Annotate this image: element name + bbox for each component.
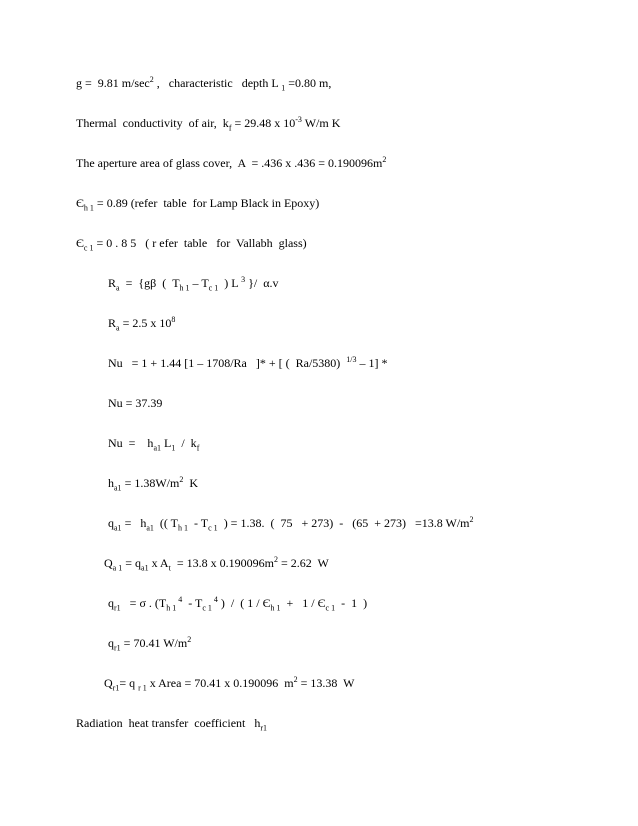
- subscript-text: a 1: [112, 563, 123, 573]
- radiation-coefficient-heading: [76, 716, 268, 733]
- subscript-text: a1: [141, 563, 149, 573]
- text-run: / k: [175, 436, 197, 450]
- subscript-text: 1: [281, 83, 286, 93]
- text-run: g = 9.81 m/sec: [76, 76, 150, 90]
- text-run: x A: [148, 556, 169, 570]
- subscript-text: c 1: [83, 243, 94, 253]
- text-run: - T: [188, 516, 209, 530]
- superscript-text: 2: [179, 475, 184, 484]
- subscript-text: r1: [260, 723, 268, 733]
- text-run: - T: [182, 596, 203, 610]
- text-run: = 2.5 x 10: [119, 316, 172, 330]
- text-run: Q: [104, 556, 113, 570]
- text-run: L: [161, 436, 172, 450]
- subscript-text: h 1: [270, 603, 281, 613]
- subscript-text: c 1: [202, 603, 212, 613]
- text-run: R: [108, 316, 117, 330]
- subscript-text: r1: [114, 603, 121, 613]
- text-run: = q: [119, 676, 139, 690]
- subscript-text: t: [168, 563, 171, 573]
- text-run: q: [108, 636, 114, 650]
- text-run: = 0.89 (refer table for Lamp Black in Epoxy): [93, 196, 320, 210]
- subscript-text: a1: [146, 523, 154, 533]
- convective-coefficient-line: [108, 475, 198, 493]
- superscript-text: 2: [293, 675, 298, 684]
- text-run: = 1.38W/m: [121, 476, 180, 490]
- text-run: W/m K: [301, 116, 341, 130]
- subscript-text: h 1: [178, 523, 189, 533]
- text-run: Nu = h: [108, 436, 154, 450]
- text-run: – 1] *: [356, 356, 388, 370]
- text-run: =0.80 m,: [285, 76, 332, 90]
- text-run: Radiation heat transfer coefficient h: [76, 716, 261, 730]
- subscript-text: a1: [114, 483, 122, 493]
- subscript-text: a: [116, 283, 120, 293]
- text-run: The aperture area of glass cover, A = .436 x .436 = 0.190096m: [76, 156, 383, 170]
- superscript-text: 4: [211, 595, 218, 604]
- text-run: = σ . (T: [120, 596, 167, 610]
- text-run: q: [108, 516, 114, 530]
- superscript-text: 3: [241, 275, 246, 284]
- superscript-text: 2: [382, 155, 387, 164]
- text-run: h: [108, 476, 114, 490]
- subscript-text: c 1: [208, 523, 218, 533]
- text-run: = 2.62 W: [277, 556, 329, 570]
- superscript-text: 1/3: [346, 355, 357, 364]
- thermal-conductivity-line: [76, 115, 341, 133]
- text-run: = h: [121, 516, 147, 530]
- radiative-flux-value-line: [108, 635, 192, 653]
- subscript-text: c 1: [208, 283, 219, 293]
- rayleigh-formula-line: [108, 275, 279, 293]
- text-run: + 1 / Є: [280, 596, 326, 610]
- subscript-text: r 1: [138, 683, 147, 693]
- subscript-text: h 1: [166, 603, 177, 613]
- text-run: R: [108, 276, 117, 290]
- text-run: = 13.38 W: [297, 676, 355, 690]
- text-run: }/ α.v: [245, 276, 279, 290]
- text-run: (( T: [153, 516, 179, 530]
- text-run: q: [108, 596, 114, 610]
- text-run: = 70.41 W/m: [120, 636, 188, 650]
- text-run: = 0 . 8 5 ( r efer table for Vallabh glass): [93, 236, 307, 250]
- text-run: Nu = 1 + 1.44 [1 – 1708/Ra ]* + [ ( Ra/5380): [108, 356, 347, 370]
- subscript-text: 1: [171, 443, 176, 453]
- subscript-text: r1: [114, 643, 121, 653]
- superscript-text: 4: [176, 595, 183, 604]
- gravity-and-depth-line: [76, 75, 332, 93]
- radiative-loss-line: [104, 675, 355, 693]
- subscript-text: a: [116, 323, 120, 333]
- text-run: Є: [76, 236, 84, 250]
- subscript-text: c 1: [325, 603, 336, 613]
- superscript-text: 8: [171, 315, 176, 324]
- superscript-text: 2: [149, 75, 154, 84]
- text-run: = q: [122, 556, 142, 570]
- subscript-text: h 1: [179, 283, 190, 293]
- subscript-text: a1: [114, 523, 122, 533]
- text-run: – T: [189, 276, 209, 290]
- text-run: Є: [76, 196, 84, 210]
- text-run: ) / ( 1 / Є: [217, 596, 271, 610]
- superscript-text: 2: [187, 635, 192, 644]
- text-run: , characteristic depth L: [153, 76, 282, 90]
- nusselt-formula-line: [108, 356, 388, 370]
- text-run: - 1 ): [335, 596, 368, 610]
- text-run: x Area = 70.41 x 0.190096 m: [146, 676, 294, 690]
- subscript-text: r1: [112, 683, 120, 693]
- text-run: Thermal conductivity of air, k: [76, 116, 229, 130]
- subscript-text: f: [196, 443, 200, 453]
- subscript-text: h 1: [83, 203, 94, 213]
- convective-loss-line: [104, 555, 329, 573]
- superscript-text: -3: [295, 115, 302, 124]
- radiative-flux-formula-line: [108, 595, 368, 613]
- nusselt-definition-line: [108, 436, 200, 453]
- text-run: = 13.8 x 0.190096m: [170, 556, 274, 570]
- text-run: Nu = 37.39: [108, 396, 163, 410]
- text-run: = 29.48 x 10: [231, 116, 296, 130]
- text-run: Q: [104, 676, 113, 690]
- superscript-text: 2: [469, 515, 474, 524]
- convective-flux-line: [108, 515, 474, 533]
- subscript-text: a1: [153, 443, 161, 453]
- rayleigh-value-line: [108, 315, 176, 333]
- text-run: = {gβ ( T: [119, 276, 180, 290]
- superscript-text: 2: [273, 555, 278, 564]
- text-run: ) = 1.38. ( 75 + 273) - (65 + 273) =13.8 W/m: [217, 516, 470, 530]
- aperture-area-line: [76, 156, 386, 170]
- text-run: ) L: [218, 276, 242, 290]
- subscript-text: f: [228, 123, 232, 133]
- emissivity-absorber-line: [76, 196, 320, 213]
- emissivity-glass-line: [76, 236, 307, 253]
- text-run: K: [183, 476, 198, 490]
- nusselt-value-line: [108, 396, 162, 410]
